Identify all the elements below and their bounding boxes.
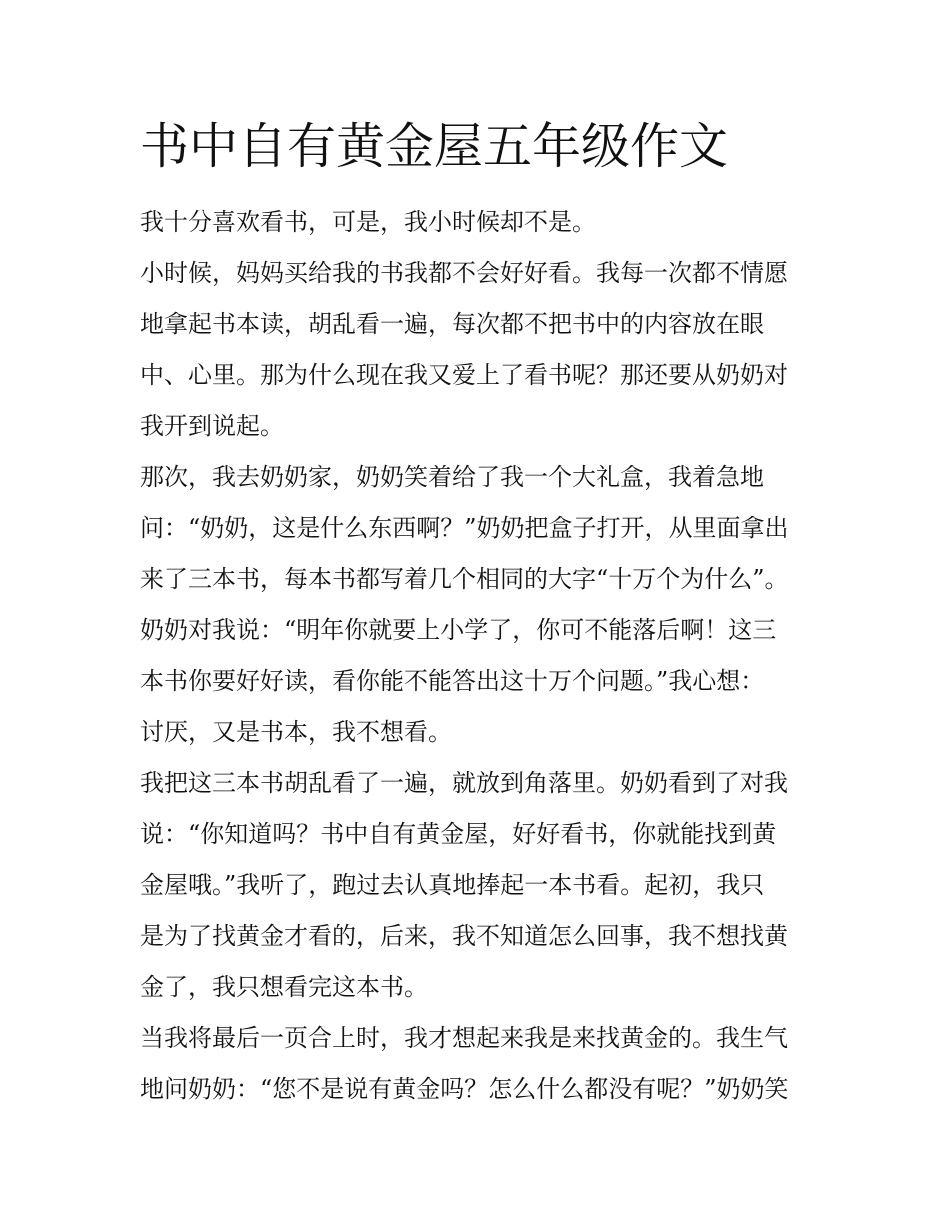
text-line: 当我将最后一页合上时，我才想起来我是来找黄金的。我生气: [140, 1024, 788, 1052]
text-line: 奶奶对我说：“明年你就要上小学了，你可不能落后啊！这三: [140, 616, 777, 644]
text-line: 中、心里。那为什么现在我又爱上了看书呢？那还要从奶奶对: [140, 361, 788, 389]
text-line: 那次，我去奶奶家，奶奶笑着给了我一个大礼盒，我着急地: [140, 463, 764, 491]
text-line: 讨厌，又是书本，我不想看。: [140, 718, 452, 746]
text-line: 是为了找黄金才看的，后来，我不知道怎么回事，我不想找黄: [140, 922, 788, 950]
text-line: 本书你要好好读，看你能不能答出这十万个问题。”我心想：: [140, 667, 765, 695]
text-line: 我把这三本书胡乱看了一遍，就放到角落里。奶奶看到了对我: [140, 769, 788, 797]
text-line: 来了三本书，每本书都写着几个相同的大字“十万个为什么”。: [140, 565, 789, 593]
text-line: 金了，我只想看完这本书。: [140, 973, 428, 1001]
document-title: 书中自有黄金屋五年级作文: [140, 118, 729, 175]
text-line: 说：“你知道吗？书中自有黄金屋，好好看书，你就能找到黄: [140, 820, 777, 848]
text-line: 我十分喜欢看书，可是，我小时候却不是。: [140, 208, 596, 236]
document-body: [140, 197, 816, 1115]
text-line: 地拿起书本读，胡乱看一遍，每次都不把书中的内容放在眼: [140, 310, 764, 338]
text-line: 小时候，妈妈买给我的书我都不会好好看。我每一次都不情愿: [140, 259, 788, 287]
text-line: 我开到说起。: [140, 412, 284, 440]
text-line: 金屋哦。”我听了，跑过去认真地捧起一本书看。起初，我只: [140, 871, 765, 899]
text-line: 问：“奶奶，这是什么东西啊？”奶奶把盒子打开，从里面拿出: [140, 514, 789, 542]
text-line: 地问奶奶：“您不是说有黄金吗？怎么什么都没有呢？”奶奶笑: [140, 1075, 789, 1103]
